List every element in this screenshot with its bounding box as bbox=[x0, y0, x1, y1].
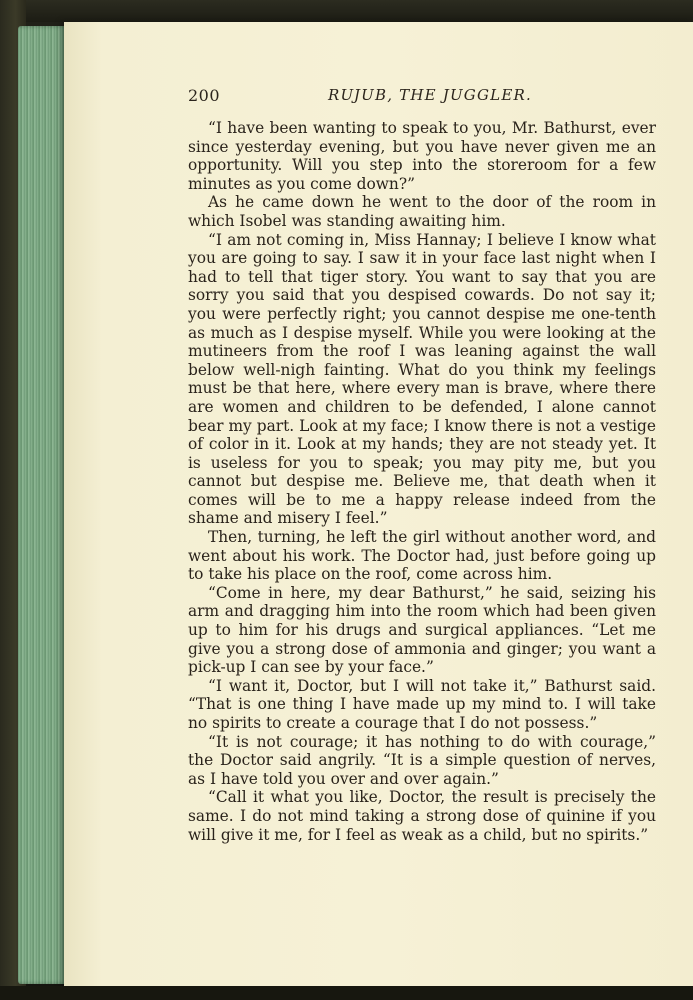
book-title: RUJUB, THE JUGGLER. bbox=[328, 86, 532, 104]
page-stack-edges bbox=[18, 26, 68, 984]
paragraph: “Call it what you like, Doctor, the result is precisely the same. I do not mind taking a strong dose of quinine if you will give it me, for I feel as weak as a child, but no spirits.” bbox=[188, 788, 656, 844]
running-head bbox=[188, 86, 656, 108]
paragraph: “I have been wanting to speak to you, Mr. Bathurst, ever since yesterday evening, but you have never given me an opportunity. Will you step into the storeroom for a few minutes as you come down?” bbox=[188, 119, 656, 193]
top-shadow bbox=[0, 0, 693, 22]
body-text bbox=[188, 119, 656, 844]
paragraph: “Come in here, my dear Bathurst,” he said, seizing his arm and dragging him into the room which had been given up to him for his drugs and surgical appliances. “Let me give you a strong dose of ammonia and ginger; you want a pick-up I can see by your face.” bbox=[188, 583, 656, 677]
paragraph: Then, turning, he left the girl without another word, and went about his work. The Doctor had, just before going up to take his place on the roof, come across him. bbox=[188, 528, 656, 584]
paragraph: “It is not courage; it has nothing to do with courage,” the Doctor said angrily. “It is a simple question of nerves, as I have told you over and over again.” bbox=[188, 732, 656, 788]
bottom-shadow bbox=[0, 986, 693, 1000]
paragraph: “I am not coming in, Miss Hannay; I believe I know what you are going to say. I saw it in your face last night when I had to tell that tiger story. You want to say that you are sorry you said that you despised cowards. Do not say it; you were perfectly right; you cannot despise me one-tenth as much as I despise myself. While you were looking at the mutineers from the roof I was leaning against the wall below well-nigh fainting. What do you think my feelings must be that here, where every man is brave, where there are women and children to be defended, I alone cannot bear my part. Look at my face; I know there is not a vestige of color in it. Look at my hands; they are not steady yet. It is useless for you to speak; you may pity me, but you cannot but despise me. Believe me, that death when it comes will be to me a happy release indeed from the shame and misery I feel.” bbox=[188, 230, 656, 528]
paragraph: “I want it, Doctor, but I will not take it,” Bathurst said. “That is one thing I have made up my mind to. I will take no spirits to create a courage that I do not possess.” bbox=[188, 676, 656, 732]
paragraph: As he came down he went to the door of the room in which Isobel was standing awaiting him. bbox=[188, 193, 656, 230]
page-number: 200 bbox=[188, 86, 221, 105]
